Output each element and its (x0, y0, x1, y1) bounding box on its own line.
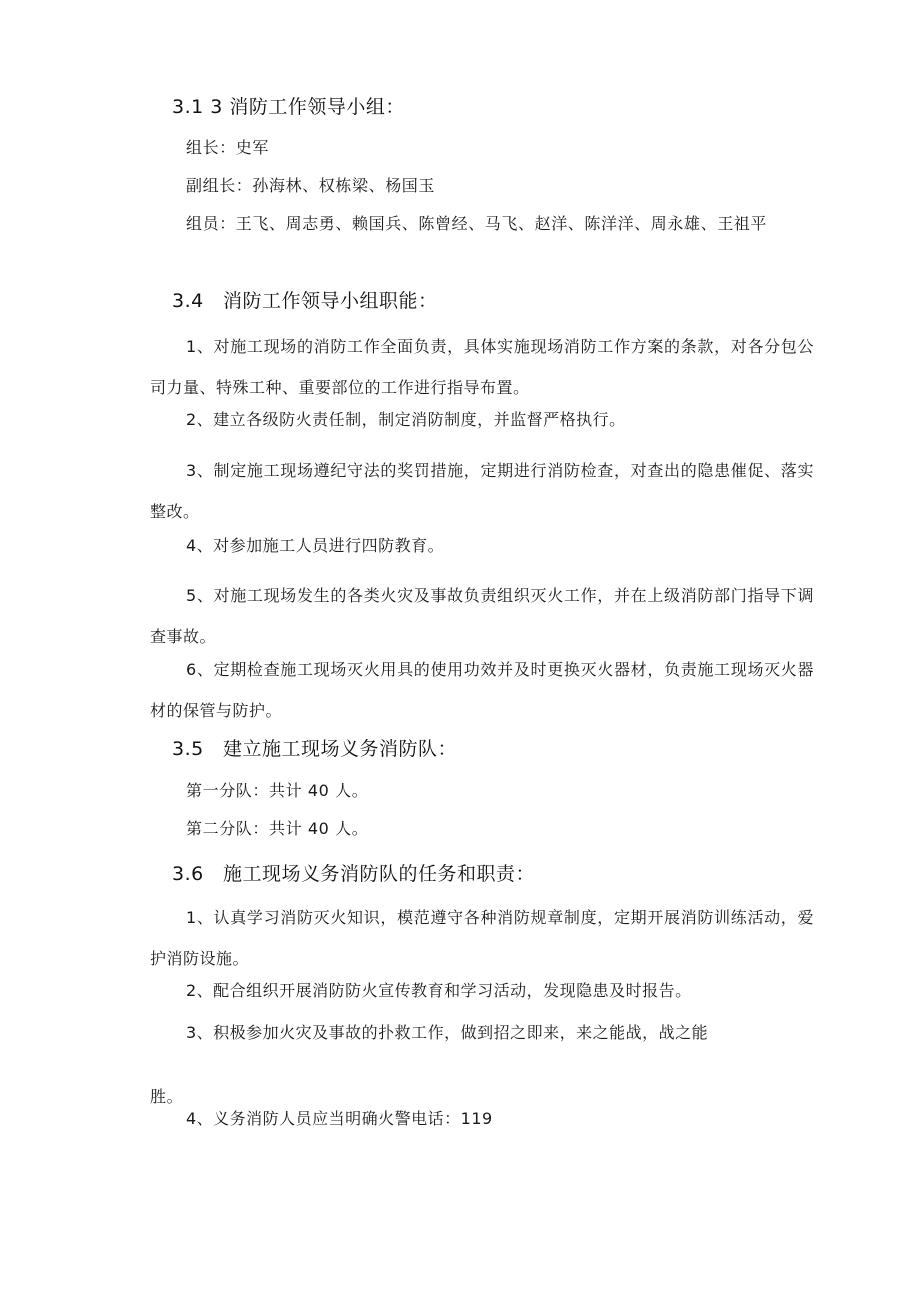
section-36-heading (172, 859, 535, 886)
list-item: 4、对参加施工人员进行四防教育。 (186, 536, 445, 555)
list-item: 3、积极参加火灾及事故的扑救工作，做到招之即来，来之能战，战之能 (186, 1023, 709, 1042)
leader-line: 组长：史军 (186, 138, 270, 157)
section-title: 消防工作领导小组职能： (223, 290, 438, 312)
section-title: 建立施工现场义务消防队： (223, 738, 458, 760)
section-number: 3.4 (172, 290, 204, 312)
list-item: 4、义务消防人员应当明确火警电话：119 (186, 1109, 493, 1128)
list-item: 1、认真学习消防灭火知识，模范遵守各种消防规章制度，定期开展消防训练活动，爱护消防设施。 (150, 908, 814, 968)
team-line: 第二分队：共计 40 人。 (186, 819, 369, 838)
deputy-leaders-line: 副组长：孙海林、权栋梁、杨国玉 (186, 176, 436, 195)
list-item: 1、对施工现场的消防工作全面负责，具体实施现场消防工作方案的条款，对各分包公司力量、特殊工种、重要部位的工作进行指导布置。 (150, 337, 814, 397)
members-line: 组员：王飞、周志勇、赖国兵、陈曾经、马飞、赵洋、陈洋洋、周永雄、王祖平 (186, 214, 768, 233)
team-line: 第一分队：共计 40 人。 (186, 781, 369, 800)
list-item: 2、建立各级防火责任制，制定消防制度，并监督严格执行。 (186, 410, 626, 429)
section-35-heading (172, 734, 457, 761)
list-item: 3、制定施工现场遵纪守法的奖罚措施，定期进行消防检查，对查出的隐患催促、落实整改。 (150, 461, 814, 521)
list-item: 5、对施工现场发生的各类火灾及事故负责组织灭火工作，并在上级消防部门指导下调查事故。 (150, 586, 814, 646)
list-item-continuation: 胜。 (150, 1087, 184, 1106)
section-title: 施工现场义务消防队的任务和职责： (223, 863, 536, 885)
section-34-heading (172, 286, 438, 313)
list-item: 2、配合组织开展消防防火宣传教育和学习活动，发现隐患及时报告。 (186, 981, 692, 1000)
list-item: 6、定期检查施工现场灭火用具的使用功效并及时更换灭火器材，负责施工现场灭火器材的保管与防护。 (150, 660, 814, 720)
section-313-heading: 3.1 3 消防工作领导小组： (172, 96, 405, 118)
section-number: 3.5 (172, 738, 204, 760)
section-number: 3.6 (172, 863, 204, 885)
